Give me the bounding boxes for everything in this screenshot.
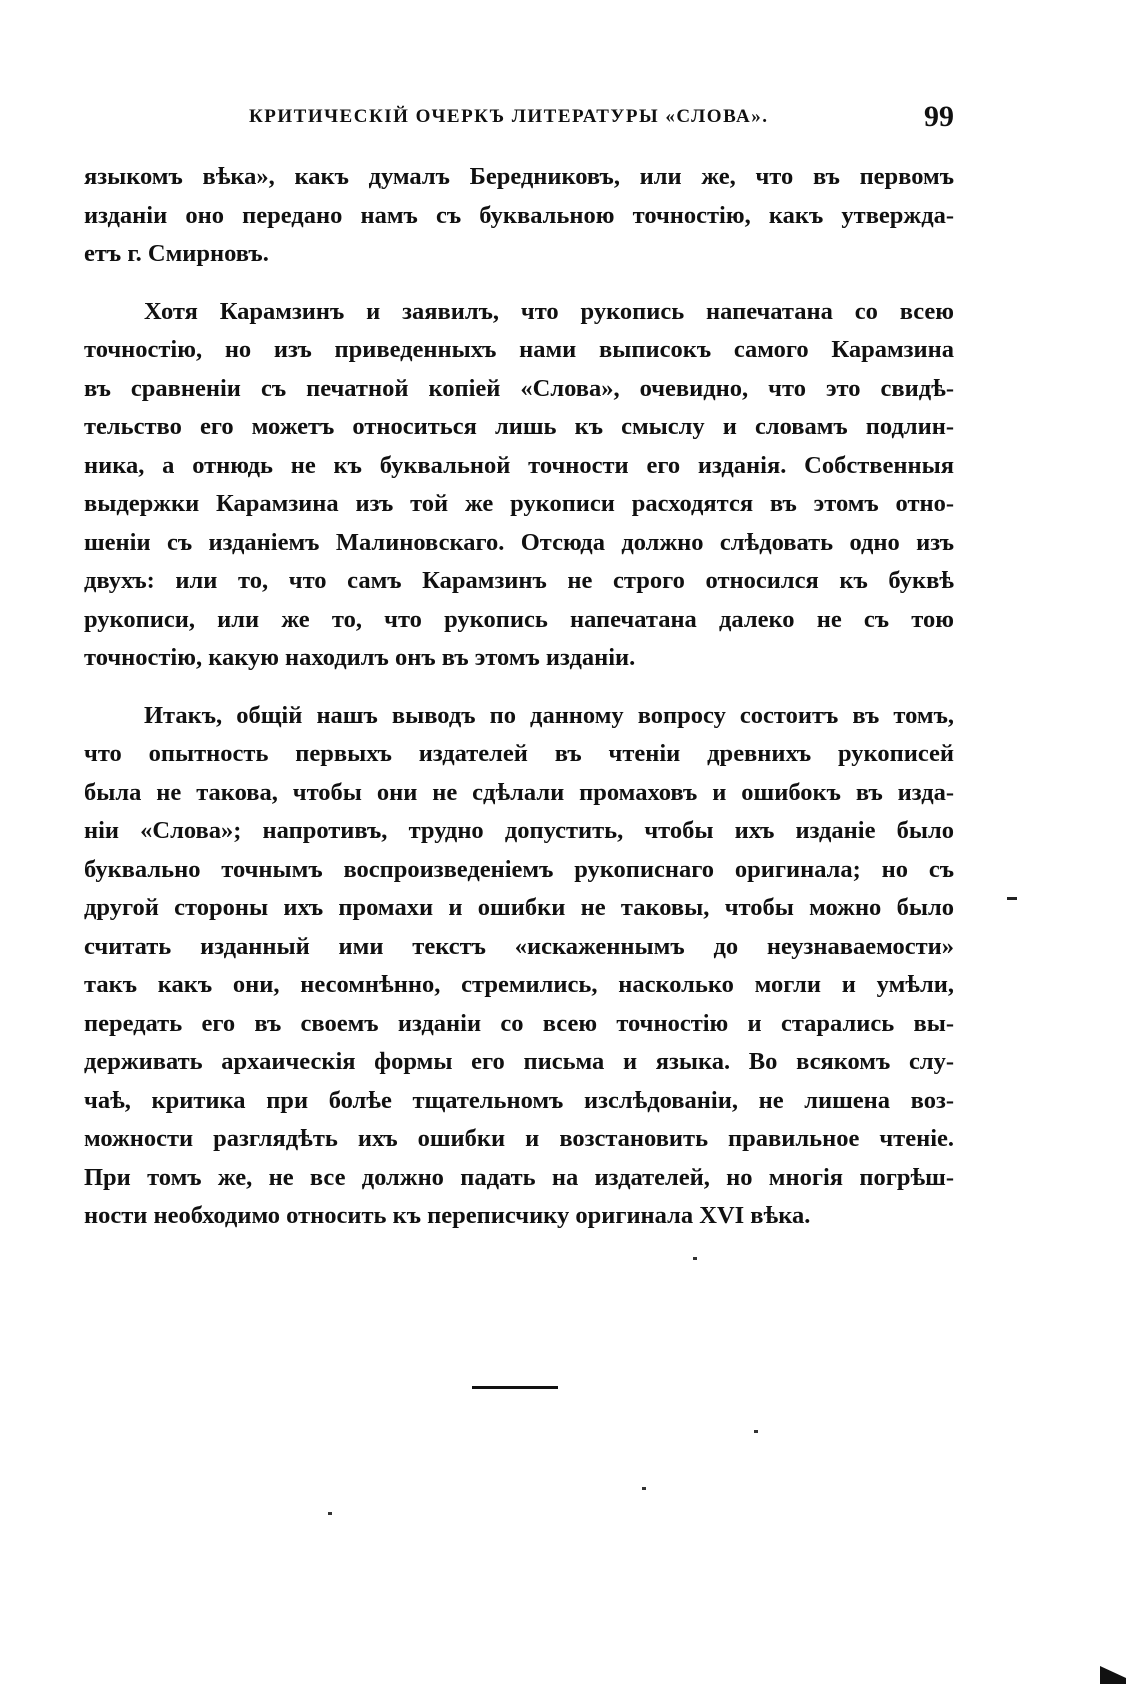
page-header — [84, 100, 954, 136]
text-line: Хотя Карамзинъ и заявилъ, что рукопись напечатана со всею — [144, 297, 954, 325]
text-line: ніи «Слова»; напротивъ, трудно допустить, чтобы ихъ изданіе было — [84, 817, 954, 844]
text-line: рукописи, или же то, что рукопись напечатана далеко не съ тою — [84, 605, 954, 633]
paragraph-1 — [84, 158, 954, 274]
page-turn-arrow-icon — [1100, 1666, 1126, 1684]
margin-mark — [1007, 897, 1017, 900]
text-line: буквально точнымъ воспроизведеніемъ рукописнаго оригинала; но съ — [84, 855, 954, 883]
scan-speck — [693, 1257, 697, 1260]
text-line: такъ какъ они, несомнѣнно, стремились, насколько могли и умѣли, — [84, 971, 954, 998]
text-line: тельство его можетъ относиться лишь къ смыслу и словамъ подлин- — [84, 413, 954, 440]
text-line: считать изданный ими текстъ «искаженнымъ до неузнаваемости» — [84, 932, 954, 960]
text-line: можности разглядѣть ихъ ошибки и возстановить правильное чтеніе. — [84, 1125, 954, 1152]
section-end-rule — [472, 1386, 558, 1389]
text-line: етъ г. Смирновъ. — [84, 240, 269, 267]
page-number: 99 — [924, 100, 954, 133]
text-line: При томъ же, не все должно падать на издателей, но многія погрѣш- — [84, 1163, 954, 1191]
text-line: что опытность первыхъ издателей въ чтеніи древнихъ рукописей — [84, 740, 954, 767]
text-line: передать его въ своемъ изданіи со всею точностію и старались вы- — [84, 1009, 954, 1037]
scan-speck — [328, 1512, 332, 1515]
text-line: Итакъ, общій нашъ выводъ по данному вопросу состоитъ въ томъ, — [144, 701, 954, 729]
text-line: шеніи съ изданіемъ Малиновскаго. Отсюда должно слѣдовать одно изъ — [84, 528, 954, 556]
text-line: держивать архаическія формы его письма и языка. Во всякомъ слу- — [84, 1048, 954, 1075]
text-line: ника, а отнюдь не къ буквальной точности его изданія. Собственныя — [84, 451, 954, 479]
text-line: двухъ: или то, что самъ Карамзинъ не строго относился къ буквѣ — [84, 567, 954, 594]
scan-speck — [754, 1430, 758, 1433]
text-line: изданіи оно передано намъ съ буквальною точностію, какъ утвержда- — [84, 201, 954, 229]
text-line: другой стороны ихъ промахи и ошибки не таковы, чтобы можно было — [84, 894, 954, 921]
scan-speck — [642, 1487, 646, 1490]
running-head: КРИТИЧЕСКІЙ ОЧЕРКЪ ЛИТЕРАТУРЫ «СЛОВА». — [249, 106, 769, 127]
paragraph-3 — [84, 697, 954, 1236]
text-line: ности необходимо относить къ переписчику оригинала XVI вѣка. — [84, 1202, 811, 1229]
text-line: чаѣ, критика при болѣе тщательномъ изслѣдованіи, не лишена воз- — [84, 1086, 954, 1114]
text-line: была не такова, чтобы они не сдѣлали промаховъ и ошибокъ въ изда- — [84, 778, 954, 806]
paragraph-2 — [84, 293, 954, 678]
text-line: выдержки Карамзина изъ той же рукописи расходятся въ этомъ отно- — [84, 490, 954, 517]
text-line: точностію, какую находилъ онъ въ этомъ изданіи. — [84, 644, 636, 671]
text-line: точностію, но изъ приведенныхъ нами выписокъ самого Карамзина — [84, 336, 954, 363]
text-line: въ сравненіи съ печатной копіей «Слова», очевидно, что это свидѣ- — [84, 374, 954, 402]
text-line: языкомъ вѣка», какъ думалъ Бередниковъ, или же, что въ первомъ — [84, 163, 954, 190]
body-text — [84, 158, 954, 1236]
